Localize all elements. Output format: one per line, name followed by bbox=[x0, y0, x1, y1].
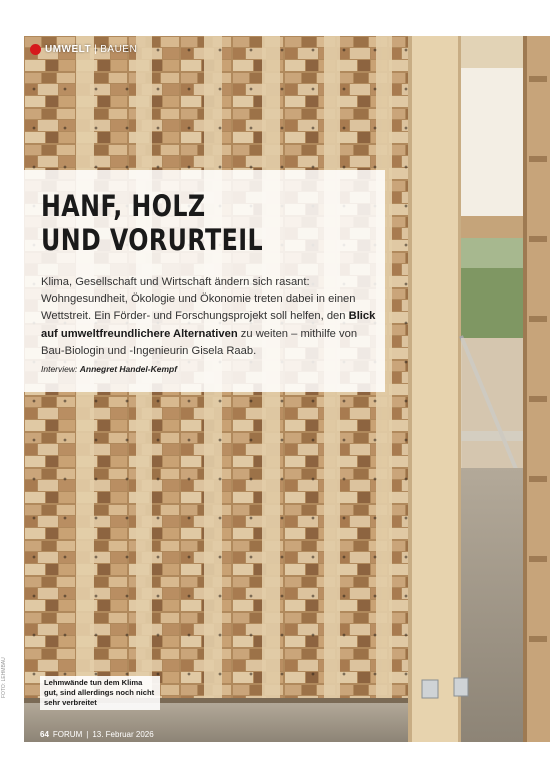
credit-label: Interview: bbox=[41, 364, 78, 374]
article-lead bbox=[41, 274, 376, 360]
article-headline bbox=[41, 189, 312, 257]
lead-text-start: Klima, Gesellschaft und Wirtschaft ändern sich rasant: Wohngesundheit, Ökologie und Ökonomie treten dabei in einen Wettstreit. Ein Förder- und Forschungsprojekt soll helfen, den bbox=[41, 276, 356, 323]
section-name: UMWELT bbox=[45, 43, 92, 55]
section-subname: BAUEN bbox=[100, 43, 138, 55]
lead-text-highlight: Blick auf umweltfreundlichere Alternativen bbox=[41, 310, 376, 340]
headline-line-2: UND VORURTEIL bbox=[41, 223, 264, 257]
photo-caption: Lehmwände tun dem Klima gut, sind allerdings noch nicht sehr verbreitet bbox=[40, 676, 160, 710]
page-number: 64 bbox=[40, 730, 49, 739]
footer-separator: | bbox=[86, 730, 89, 739]
author-credit bbox=[41, 364, 177, 374]
magazine-name: FORUM bbox=[52, 730, 83, 739]
section-divider: | bbox=[94, 43, 98, 55]
page-footer bbox=[40, 730, 154, 739]
issue-date: 13. Februar 2026 bbox=[92, 730, 154, 739]
section-marker-icon bbox=[30, 44, 41, 55]
photo-credit: FOTO: LEHMBAU bbox=[1, 657, 7, 698]
section-tag bbox=[30, 42, 137, 56]
credit-author: Annegret Handel-Kempf bbox=[79, 364, 178, 374]
intro-panel bbox=[24, 170, 385, 392]
lead-text-end: zu weiten – mithilfe von Bau-Biologin und -Ingenieurin Gisela Raab. bbox=[41, 327, 358, 357]
headline-line-1: HANF, HOLZ bbox=[41, 189, 206, 223]
